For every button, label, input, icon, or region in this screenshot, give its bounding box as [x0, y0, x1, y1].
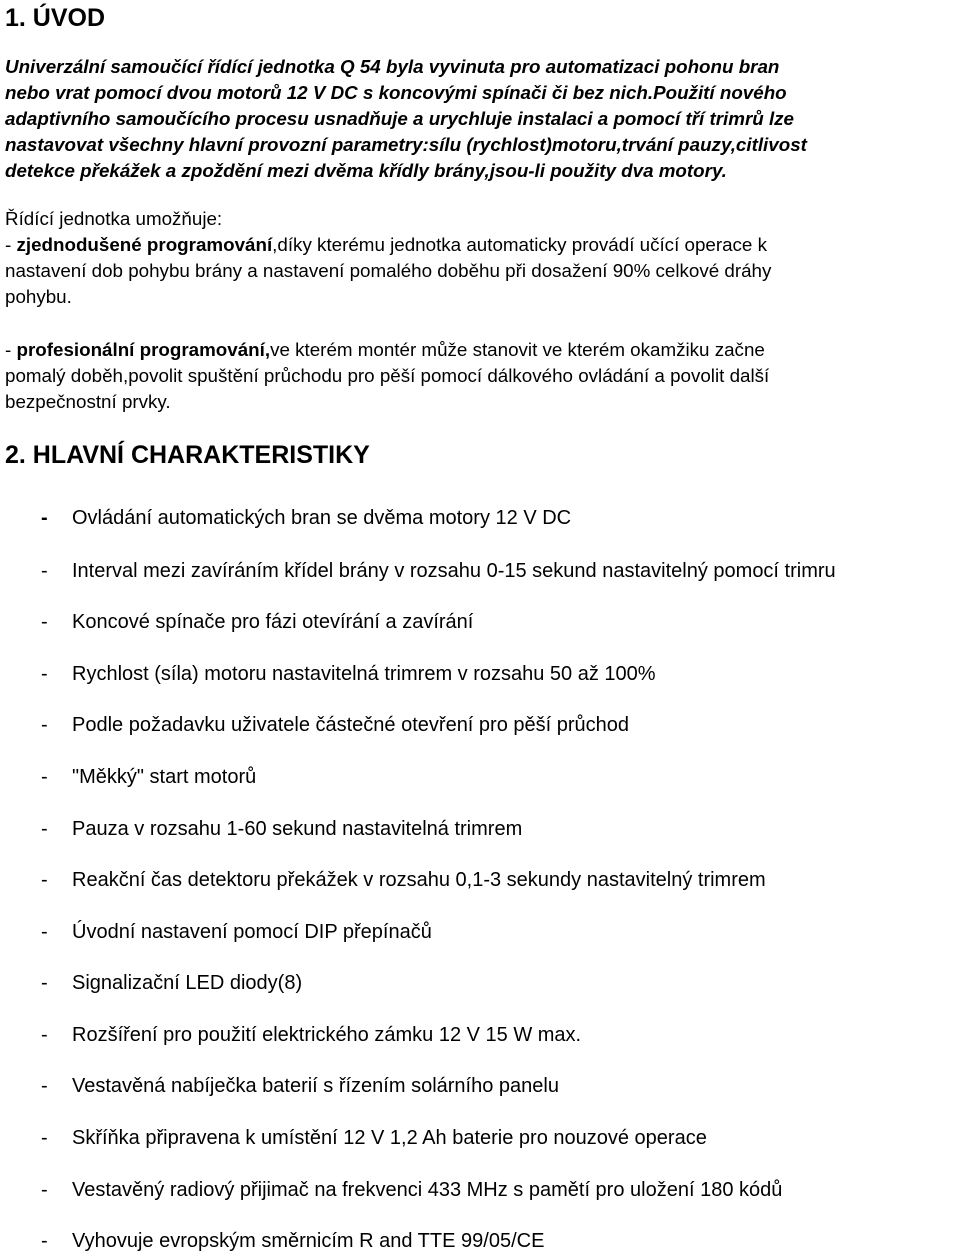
bullet-dash: - — [41, 1230, 48, 1252]
intro-line: detekce překážek a zpoždění mezi dvěma křídly brány,jsou-li použity dva motory. — [5, 160, 727, 181]
list-item-label: Reakční čas detektoru překážek v rozsahu 0,1-3 sekundy nastavitelný trimrem — [72, 869, 766, 891]
simple-programming-line3: pohybu. — [5, 286, 72, 307]
intro-line: adaptivního samoučícího procesu usnadňuje a urychluje instalaci a pomocí tří trimrů lze — [5, 108, 794, 129]
bullet-dash: - — [41, 869, 48, 891]
intro-line: nastavovat všechny hlavní provozní parametry:sílu (rychlost)motoru,trvání pauzy,citlivost — [5, 134, 807, 155]
section-heading-intro: 1. ÚVOD — [5, 4, 106, 32]
list-item-label: Skříňka připravena k umístění 12 V 1,2 Ah baterie pro nouzové operace — [72, 1127, 707, 1149]
bullet-dash: - — [41, 766, 48, 788]
bullet-dash: - — [41, 714, 48, 736]
simple-programming-term: zjednodušené programování — [16, 234, 273, 255]
pro-programming-line3: bezpečnostní prvky. — [5, 391, 171, 412]
pro-dash: - — [5, 339, 17, 360]
bullet-dash: - — [41, 1024, 48, 1046]
intro-line: Univerzální samoučící řídící jednotka Q 54 byla vyvinuta pro automatizaci pohonu bran — [5, 56, 780, 77]
bullet-dash: - — [41, 818, 48, 840]
pro-programming-line — [5, 337, 765, 363]
list-item-label: Vyhovuje evropským směrnicím R and TTE 99/05/CE — [72, 1230, 545, 1252]
simple-programming-line — [5, 232, 767, 258]
list-item-label: Ovládání automatických bran se dvěma motory 12 V DC — [72, 507, 572, 529]
bullet-dash: - — [41, 611, 48, 633]
list-item-label: "Měkký" start motorů — [72, 766, 257, 788]
list-item-label: Pauza v rozsahu 1-60 sekund nastavitelná trimrem — [72, 818, 523, 840]
pro-programming-line2: pomalý doběh,povolit spuštění průchodu pro pěší pomocí dálkového ovládání a povolit další — [5, 365, 770, 386]
list-item-label: Vestavěná nabíječka baterií s řízením solárního panelu — [72, 1075, 559, 1097]
section-heading-characteristics: 2. HLAVNÍ CHARAKTERISTIKY — [5, 441, 370, 469]
bullet-dash: - — [41, 1075, 48, 1097]
bullet-dash: - — [41, 972, 48, 994]
list-item-label: Podle požadavku uživatele částečné otevření pro pěší průchod — [72, 714, 630, 736]
list-item-label: Vestavěný radiový přijimač na frekvenci 433 MHz s pamětí pro uložení 180 kódů — [72, 1179, 783, 1201]
list-item-label: Koncové spínače pro fázi otevírání a zavírání — [72, 611, 474, 633]
bullet-dash: - — [41, 507, 48, 529]
simple-programming-line2: nastavení dob pohybu brány a nastavení pomalého doběhu při dosažení 90% celkové dráhy — [5, 260, 772, 281]
list-item-label: Signalizační LED diody(8) — [72, 972, 303, 994]
list-item-label: Rozšíření pro použití elektrického zámku 12 V 15 W max. — [72, 1024, 582, 1046]
list-item-label: Interval mezi zavíráním křídel brány v rozsahu 0-15 sekund nastavitelný pomocí trimru — [72, 560, 836, 582]
bullet-dash: - — [41, 663, 48, 685]
intro-line: nebo vrat pomocí dvou motorů 12 V DC s koncovými spínači či bez nich.Použití nového — [5, 82, 787, 103]
bullet-dash: - — [41, 921, 48, 943]
bullet-dash: - — [41, 1127, 48, 1149]
list-item-label: Rychlost (síla) motoru nastavitelná trimrem v rozsahu 50 až 100% — [72, 663, 656, 685]
bullet-dash: - — [41, 560, 48, 582]
simple-dash: - — [5, 234, 17, 255]
pro-programming-term: profesionální programování, — [16, 339, 271, 360]
enables-label: Řídící jednotka umožňuje: — [5, 208, 223, 229]
bullet-dash: - — [41, 1179, 48, 1201]
simple-programming-desc: ,díky kterému jednotka automaticky provádí učící operace k — [272, 234, 767, 255]
pro-programming-desc: ve kterém montér může stanovit ve kterém okamžiku začne — [270, 339, 765, 360]
list-item-label: Úvodní nastavení pomocí DIP přepínačů — [72, 921, 432, 943]
